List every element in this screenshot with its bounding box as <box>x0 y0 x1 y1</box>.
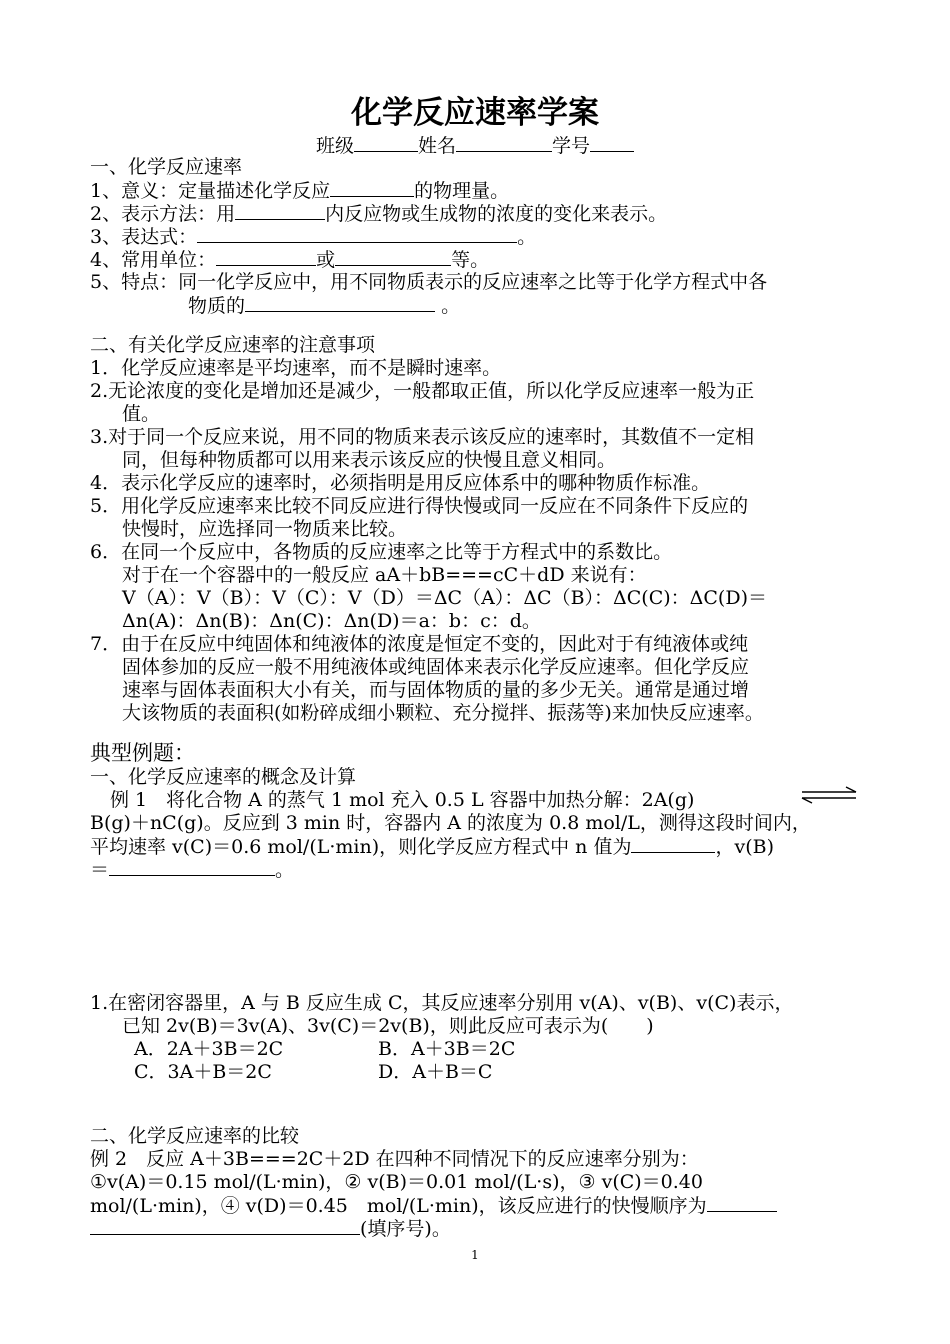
question1-line1: 1.在密闭容器里，A 与 B 反应生成 C，其反应速率分别用 v(A)、v(B)、v(C)表示， <box>90 992 794 1014</box>
example1-line4: ＝ 。 <box>90 859 295 881</box>
s2-item3-cont: 同，但每种物质都可以用来表示该反应的快慢且意义相同。 <box>122 449 617 471</box>
example1-line1: 例 1 将化合物 A 的蒸气 1 mol 充入 0.5 L 容器中加热分解：2A(g) <box>110 789 695 811</box>
page-number: 1 <box>471 1248 479 1262</box>
example1-line3: 平均速率 v(C)＝0.6 mol/(L·min)，则化学反应方程式中 n 值为 ，v(B) <box>90 836 774 858</box>
examples-sub2: 二、化学反应速率的比较 <box>90 1125 300 1147</box>
example2-line2: ①v(A)＝0.15 mol/(L·min)，② v(B)＝0.01 mol/(L·s)，③ v(C)＝0.40 <box>90 1171 703 1193</box>
s1-item1: 1、意义：定量描述化学反应 的物理量。 <box>90 180 510 202</box>
s2-item6-reaction: 对于在一个容器中的一般反应 aA＋bB===cC＋dD 来说有： <box>122 564 647 586</box>
vb-blank[interactable] <box>109 857 275 876</box>
equilibrium-arrow-icon <box>800 786 858 804</box>
s2-item6-ratio: V（A）：V（B）：V（C）：V（D）＝ΔC（A）：ΔC（B）：ΔC(C)：ΔC(D)＝ <box>122 587 767 609</box>
s1-item5-cont: 物质的 。 <box>188 295 461 317</box>
section2-heading: 二、有关化学反应速率的注意事项 <box>90 334 376 356</box>
s2-item2: 2.无论浓度的变化是增加还是减少，一般都取正值，所以化学反应速率一般为正 <box>90 380 755 402</box>
s2-item7: 7．由于在反应中纯固体和纯液体的浓度是恒定不变的，因此对于有纯液体或纯 <box>90 633 749 655</box>
order-blank[interactable] <box>707 1193 777 1212</box>
class-blank[interactable] <box>354 133 418 152</box>
name-label: 姓名 <box>418 135 457 157</box>
order-blank-cont[interactable] <box>90 1216 360 1235</box>
number-label: 学号 <box>552 135 591 157</box>
s2-item1: 1．化学反应速率是平均速率，而不是瞬时速率。 <box>90 357 502 379</box>
s2-item4: 4．表示化学反应的速率时，必须指明是用反应体系中的哪种物质作标准。 <box>90 472 711 494</box>
s1-item5: 5、特点：同一化学反应中，用不同物质表示的反应速率之比等于化学方程式中各 <box>90 271 768 293</box>
page-title: 化学反应速率学案 <box>351 95 599 131</box>
number-blank[interactable] <box>590 133 634 152</box>
blank[interactable] <box>245 293 435 312</box>
s1-item2: 2、表示方法：用 内反应物或生成物的浓度的变化来表示。 <box>90 203 668 225</box>
n-value-blank[interactable] <box>631 834 715 853</box>
example2-line4: (填序号)。 <box>90 1216 451 1241</box>
class-label: 班级 <box>316 135 355 157</box>
blank[interactable] <box>235 201 325 220</box>
examples-heading: 典型例题： <box>90 741 195 765</box>
s2-item7-cont2: 速率与固体表面积大小有关，而与固体物质的量的多少无关。通常是通过增 <box>122 679 750 701</box>
blank[interactable] <box>335 247 451 266</box>
s2-item6: 6．在同一个反应中，各物质的反应速率之比等于方程式中的系数比。 <box>90 541 673 563</box>
example2-line1: 例 2 反应 A＋3B===2C＋2D 在四种不同情况下的反应速率分别为： <box>90 1148 699 1170</box>
s1-item4: 4、常用单位： 或 等。 <box>90 249 490 271</box>
example1-line2: B(g)＋nC(g)。反应到 3 min 时，容器内 A 的浓度为 0.8 mol/L，测得这段时间内， <box>90 812 811 834</box>
section1-heading: 一、化学反应速率 <box>90 156 243 178</box>
question1-line2: 已知 2v(B)＝3v(A)、3v(C)＝2v(B)，则此反应可表示为( ) <box>122 1015 654 1037</box>
name-blank[interactable] <box>456 133 552 152</box>
blank[interactable] <box>197 224 517 243</box>
blank[interactable] <box>330 178 414 197</box>
s2-item3: 3.对于同一个反应来说，用不同的物质来表示该反应的速率时，其数值不一定相 <box>90 426 755 448</box>
s2-item7-cont1: 固体参加的反应一般不用纯液体或纯固体来表示化学反应速率。但化学反应 <box>122 656 750 678</box>
option-d[interactable]: D．A＋B＝C <box>378 1061 493 1083</box>
s2-item6-ratio-cont: Δn(A)：Δn(B)：Δn(C)：Δn(D)＝a：b：c：d。 <box>122 610 541 632</box>
examples-sub1: 一、化学反应速率的概念及计算 <box>90 766 357 788</box>
s2-item5-cont: 快慢时，应选择同一物质来比较。 <box>122 518 408 540</box>
s2-item2-cont: 值。 <box>122 403 161 425</box>
s1-item3: 3、表达式： 。 <box>90 226 537 248</box>
option-c[interactable]: C．3A＋B＝2C <box>134 1061 272 1083</box>
example2-line3: mol/(L·min)，④ v(D)＝0.45 mol/(L·min)，该反应进行的快慢顺序为 <box>90 1193 777 1218</box>
option-a[interactable]: A．2A＋3B＝2C <box>134 1038 284 1060</box>
header-fields <box>316 133 634 158</box>
s2-item5: 5．用化学反应速率来比较不同反应进行得快慢或同一反应在不同条件下反应的 <box>90 495 749 517</box>
option-b[interactable]: B．A＋3B＝2C <box>378 1038 516 1060</box>
s2-item7-cont3: 大该物质的表面积(如粉碎成细小颗粒、充分搅拌、振荡等)来加快反应速率。 <box>122 702 764 724</box>
blank[interactable] <box>216 247 316 266</box>
